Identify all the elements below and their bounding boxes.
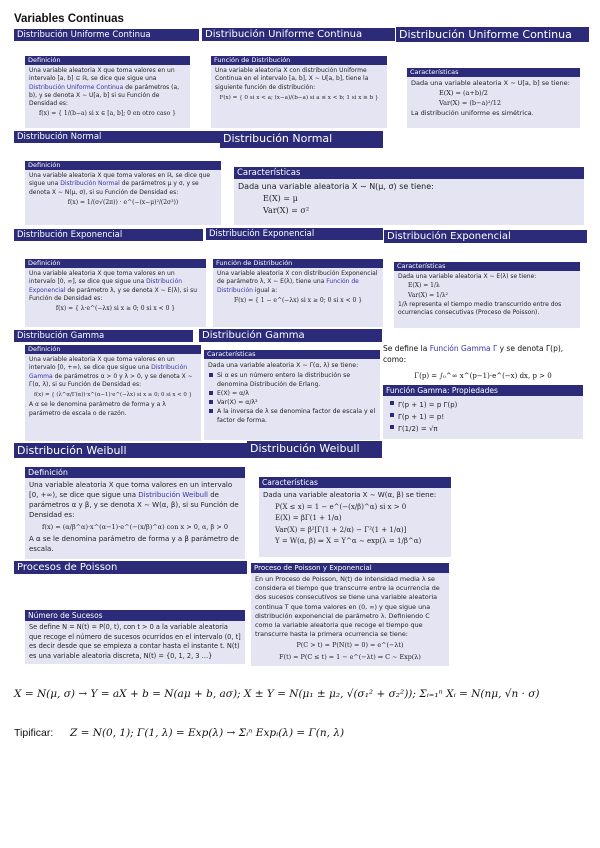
box-body bbox=[211, 65, 387, 106]
list-item: Var(X) = α/λ² bbox=[208, 398, 376, 407]
definition-text: de parámetros α > 0 y λ > 0, y se denota X ∼ Γ(α, λ), si su Función de Densidad es: bbox=[29, 372, 193, 388]
variance-formula: Var(X) = β²[Γ(1 + 2/α) − Γ²(1 + 1/α)] bbox=[275, 525, 407, 534]
section-header-normal-2: Distribución Normal bbox=[220, 131, 383, 148]
definition-text: Una variable aleatoria X que toma valores en un intervalo [0, +∞), se dice que sigue una bbox=[29, 356, 175, 372]
page-title: Variables Continuas bbox=[14, 13, 124, 25]
characteristics-list bbox=[208, 371, 376, 425]
poisson-text: En un Proceso de Poisson, N(t) de intensidad media λ se considera el tiempo que transcurre entre la ocurrencia de dos sucesos consecutivos se tiene una variable aleatoria continua T que toma valores en (0, ∞) y que sigue una distribución exponencial de parámetro λ. Definiendo C como la variable aleatoria que recoge el tiempo que transcurre hasta la primera ocurrencia se tiene: bbox=[255, 575, 440, 639]
box-body bbox=[25, 478, 245, 556]
poisson-sucesos-box bbox=[25, 610, 245, 664]
weibull-characteristics-box bbox=[259, 477, 451, 557]
box-title: Definición bbox=[25, 259, 206, 268]
section-header-weibull-2: Distribución Weibull bbox=[247, 441, 382, 458]
expectation-formula: E(X) = βΓ(1 + 1/α) bbox=[275, 514, 342, 522]
gamma-text: y se denota Γ(p), como: bbox=[383, 344, 564, 364]
list-item: Γ(p + 1) = p Γ(p) bbox=[389, 399, 579, 411]
expectation-formula: E(X) = (a+b)/2 bbox=[439, 89, 488, 97]
definition-text: Una variable aleatoria X que toma valores en un intervalo [0, ∞], se dice que sigue una bbox=[29, 270, 175, 286]
distribution-formula: F(t) = P(C ≤ t) = 1 − e^(−λt) ⇒ C ∼ Exp(λ) bbox=[279, 652, 421, 661]
list-item: A la inversa de λ se denomina factor de escala y el factor de forma. bbox=[208, 407, 376, 425]
definition-text: de parámetro λ, y se denota X ∼ E(λ), si su Función de Densidad es: bbox=[29, 286, 198, 302]
box-title: Características bbox=[259, 477, 451, 488]
box-body: Se define N = N(t) = P(0, t), con t > 0 a la variable aleatoria que recoge el número de sucesos ocurridos en el intervalo (0, t] es decir desde que se empieza a contar hasta el instante t. N(t) es una variable aleatoria discreta, N(t) = {0, 1, 2, 3 …} bbox=[29, 623, 241, 660]
density-formula: f(x) = (α/β^α)·x^(α−1)·e^(−(x/β)^α) con x > 0, α, β > 0 bbox=[42, 523, 228, 531]
expectation-formula: E(X) = μ bbox=[263, 194, 298, 203]
section-header-poisson: Procesos de Poisson bbox=[14, 561, 247, 574]
uniforme-definition-box bbox=[25, 56, 190, 128]
box-body bbox=[234, 179, 584, 219]
gamma-definition-box bbox=[25, 345, 201, 441]
transformation-formula: Y = W(α, β) ⇒ X = Y^α ∼ exp(λ = 1/β^α) bbox=[275, 537, 422, 545]
distribution-name: Distribución Weibull bbox=[138, 491, 208, 499]
box-body bbox=[383, 396, 583, 437]
footer-formula-line-1: X = N(μ, σ) → Y = aX + b = N(aμ + b, aσ); X ± Y = N(μ₁ ± μ₂, √(σ₁² + σ₂²)); Σᵢ₌₁ⁿ Xᵢ = N(nμ, √n · σ) bbox=[14, 688, 540, 700]
properties-list bbox=[389, 399, 579, 435]
distribution-function-term: Función de Distribución bbox=[217, 278, 359, 294]
box-title: Definición bbox=[25, 161, 221, 170]
characteristics-note: 1/λ representa el tiempo medio transcurrido entre dos ocurrencias consecutivas (Proceso de Poisson). bbox=[398, 300, 562, 317]
definition-text: Una variable aleatoria X que toma valores en un intervalo [a, b] ⊆ ℝ, se dice que sigue una bbox=[29, 67, 175, 83]
distribution-text: igual a: bbox=[252, 286, 278, 294]
uniforme-characteristics-box bbox=[407, 68, 580, 128]
probability-formula: P(X ≤ x) = 1 − e^(−(x/β)^α) si x > 0 bbox=[275, 502, 407, 511]
box-title: Definición bbox=[25, 467, 245, 478]
box-title: Características bbox=[204, 350, 380, 359]
section-header-exponencial-1: Distribución Exponencial bbox=[14, 229, 203, 241]
gamma-properties-box bbox=[383, 385, 583, 439]
definition-note: A α se le denomina parámetro de forma y a λ parámetro de escala o de razón. bbox=[29, 401, 166, 417]
characteristics-intro: Dada una variable aleatoria X ∼ U[a, b] se tiene: bbox=[411, 79, 570, 87]
gamma-function-term: Función Gamma Γ bbox=[429, 344, 498, 353]
section-header-gamma-2: Distribución Gamma bbox=[199, 329, 382, 342]
box-body bbox=[251, 573, 449, 666]
expectation-formula: E(X) = 1/λ bbox=[408, 282, 440, 290]
box-body bbox=[25, 65, 190, 123]
section-header-normal-1: Distribución Normal bbox=[14, 131, 221, 143]
box-title: Definición bbox=[25, 56, 190, 65]
footer-tipificar-label: Tipificar: bbox=[14, 727, 54, 739]
box-title: Función Gamma: Propiedades bbox=[383, 385, 583, 396]
density-formula: f(x) = { λ·e^(−λx) si x ≥ 0; 0 si x < 0 } bbox=[55, 305, 176, 313]
density-formula: f(x) = 1/(σ√(2π)) · e^(−(x−μ)²/(2σ²)) bbox=[67, 198, 179, 206]
box-body bbox=[204, 359, 380, 427]
variance-formula: Var(X) = 1/λ² bbox=[408, 291, 449, 299]
distribution-formula: F(x) = { 1 − e^(−λx) si x ≥ 0; 0 si x < 0 } bbox=[233, 296, 363, 304]
section-header-weibull-1: Distribución Weibull bbox=[14, 443, 247, 458]
box-body bbox=[407, 77, 580, 120]
variance-formula: Var(X) = (b−a)²/12 bbox=[439, 99, 501, 107]
uniforme-distribution-function-box bbox=[211, 56, 387, 128]
box-title: Características bbox=[234, 167, 584, 179]
list-item: Si α es un número entero la distribución se denomina Distribución de Erlang. bbox=[208, 371, 376, 389]
distribution-name: Distribución Gamma bbox=[29, 364, 188, 380]
section-header-exponencial-3: Distribución Exponencial bbox=[384, 230, 587, 243]
characteristics-intro: Dada una variable aleatoria X ∼ W(α, β) se tiene: bbox=[263, 491, 437, 499]
box-title: Número de Sucesos bbox=[25, 610, 245, 621]
poisson-exponencial-box bbox=[251, 563, 449, 666]
definition-text: Una variable aleatoria X que toma valores en un intervalo [0, +∞), se dice que sigue una bbox=[29, 481, 233, 499]
box-title: Definición bbox=[25, 345, 201, 354]
weibull-definition-box bbox=[25, 467, 245, 559]
section-header-uniforme-3: Distribución Uniforme Continua bbox=[396, 27, 589, 42]
box-title: Características bbox=[394, 262, 580, 271]
box-body bbox=[213, 268, 383, 309]
exponencial-definition-box bbox=[25, 259, 206, 327]
definition-text: Una variable aleatoria X que toma valores en ℝ, se dice que sigue una bbox=[29, 172, 211, 188]
box-title: Proceso de Poisson y Exponencial bbox=[251, 563, 449, 573]
density-formula: f(x) = { (λ^α/Γ(α))·x^(α−1)·e^(−λx) si x ≥ 0; 0 si x < 0 } bbox=[34, 392, 192, 399]
footer-formula-line-2: Z = N(0, 1); Γ(1, λ) = Exp(λ) → Σᵢⁿ Expᵢ(λ) = Γ(n, λ) bbox=[70, 727, 345, 739]
distribution-text: Una variable aleatoria X con distribución Uniforme Continua en el intervalo [a, b], X ∼ U[a, b], tiene la siguiente función de distribución: bbox=[215, 67, 369, 91]
section-header-uniforme-2: Distribución Uniforme Continua bbox=[202, 28, 395, 41]
box-title: Función de Distribución bbox=[213, 259, 383, 268]
normal-definition-box bbox=[25, 161, 221, 225]
definition-note: A α se le denomina parámetro de forma y a β parámetro de escala. bbox=[29, 535, 239, 553]
distribution-name: Distribución Uniforme Continua bbox=[29, 83, 124, 91]
box-title: Características bbox=[407, 68, 580, 77]
definition-text: de parámetros μ y σ, y se denota X ∼ N(μ, σ), si su Función de Densidad es: bbox=[29, 180, 199, 196]
variance-formula: Var(X) = σ² bbox=[263, 206, 310, 215]
section-header-gamma-1: Distribución Gamma bbox=[14, 330, 193, 342]
gamma-text: Se define la bbox=[383, 344, 430, 353]
distribution-formula: F(x) = { 0 si x < a; (x−a)/(b−a) si a ≤ x < b; 1 si x ≥ b } bbox=[219, 94, 379, 101]
characteristics-intro: Dada una variable aleatoria X ∼ E(λ) se tiene: bbox=[398, 273, 537, 280]
distribution-name: Distribución Normal bbox=[60, 180, 120, 188]
box-body bbox=[25, 268, 206, 317]
definition-text: de parámetros (a, b), y se denota X ∼ U[a, b] si su Función de Densidad es: bbox=[29, 83, 180, 108]
list-item: E(X) = α/λ bbox=[208, 389, 376, 398]
section-header-exponencial-2: Distribución Exponencial bbox=[206, 228, 383, 240]
box-title: Función de Distribución bbox=[211, 56, 387, 65]
distribution-text: Una variable aleatoria X con distribución Exponencial de parámetro λ, X ∼ E(λ), tiene una bbox=[217, 270, 378, 286]
characteristics-intro: Dada una variable aleatoria X ∼ Γ(α, λ) se tiene: bbox=[208, 362, 359, 369]
characteristics-note: La distribución uniforme es simétrica. bbox=[411, 109, 534, 117]
section-header-uniforme-1: Distribución Uniforme Continua bbox=[14, 29, 199, 41]
list-item: Γ(p + 1) = p! bbox=[389, 411, 579, 423]
characteristics-intro: Dada una variable aleatoria X ∼ N(μ, σ) se tiene: bbox=[238, 182, 434, 191]
survival-formula: P(C > t) = P(N(t) = 0) = e^(−λt) bbox=[296, 641, 404, 650]
exponencial-distribution-function-box bbox=[213, 259, 383, 327]
gamma-function-definition bbox=[383, 343, 583, 384]
box-body bbox=[259, 488, 451, 550]
exponencial-characteristics-box bbox=[394, 262, 580, 328]
box-body bbox=[25, 354, 201, 420]
definition-text: de parámetros α y β, y se denota X ∼ W(α, β), si su Función de Densidad es: bbox=[29, 491, 239, 519]
list-item: Γ(1/2) = √π bbox=[389, 423, 579, 435]
normal-characteristics-box bbox=[234, 167, 584, 225]
gamma-function-formula: Γ(p) = ∫₀^∞ x^(p−1)·e^(−x) dx, p > 0 bbox=[414, 372, 552, 380]
box-body bbox=[394, 271, 580, 319]
gamma-characteristics-box bbox=[204, 350, 380, 440]
box-body bbox=[25, 170, 221, 211]
density-formula: f(x) = { 1/(b−a) si x ∈ [a, b]; 0 en otro caso } bbox=[39, 110, 176, 118]
distribution-name: Distribución Exponencial bbox=[29, 278, 183, 294]
